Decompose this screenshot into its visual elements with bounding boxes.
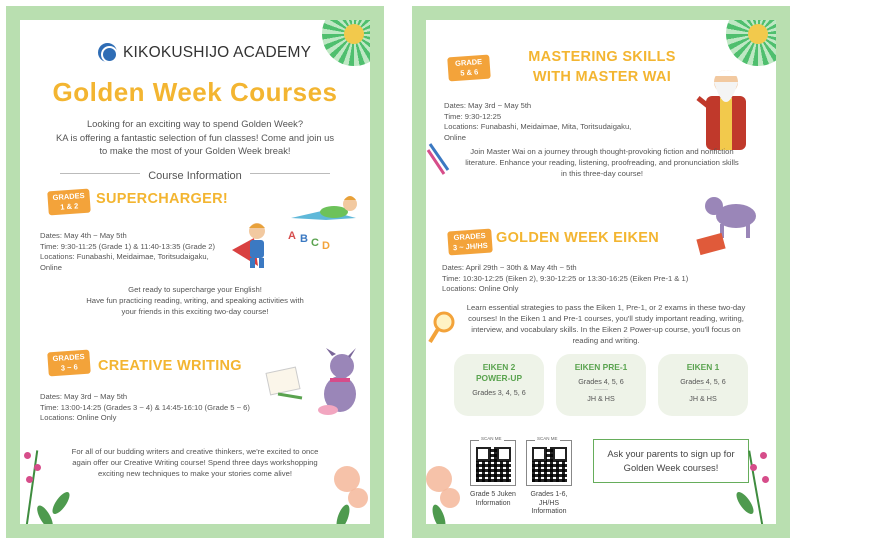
berry-decoration <box>26 476 33 483</box>
course-title-creative-writing: CREATIVE WRITING <box>98 358 242 374</box>
leaf-decoration <box>49 489 72 516</box>
flyer-page-right <box>412 6 790 538</box>
grade-badge: GRADES 3 ~ JH/HS <box>447 228 493 255</box>
course-description: Join Master Wai on a journey through thought-provoking fiction and nonfiction literature. Enhance your reading, listening, proofreading, and pronunciation skills in this three-day course! <box>465 147 739 178</box>
course-details: Dates: May 4th ~ May 5th Time: 9:30-11:25 (Grade 1) & 11:40-13:35 (Grade 2) Locations: Funabashi, Meidaimae, Toritsudaigaku, Online <box>40 231 216 272</box>
letter-a: A <box>288 230 296 242</box>
sign-up-callout: Ask your parents to sign up for Golden Week courses! <box>593 439 749 483</box>
divider: ------- <box>696 387 710 393</box>
qr-code-icon <box>476 447 511 482</box>
grade-badge: GRADES 1 & 2 <box>47 189 91 216</box>
dog-writer-illustration <box>312 348 366 416</box>
eiken-2-power-up-card: EIKEN 2 POWER-UP Grades 3, 4, 5, 6 <box>454 354 544 416</box>
flyer-page-left <box>6 6 384 538</box>
course-title-master-wai: MASTERING SKILLS WITH MASTER WAI <box>528 49 676 85</box>
globe-logo-icon <box>98 43 117 62</box>
course-title-supercharger: SUPERCHARGER! <box>96 191 228 207</box>
course-description: For all of our budding writers and creative thinkers, we're excited to once again offer our Creative Writing course! Spend three days workshopping exciting new techniques to make your stories come alive! <box>71 447 319 478</box>
letter-c: C <box>311 237 319 249</box>
grade-badge: GRADE 5 & 6 <box>447 55 491 82</box>
letter-b: B <box>300 233 308 245</box>
eiken-pre-1-card: EIKEN PRE-1 Grades 4, 5, 6 ------- JH & HS <box>556 354 646 416</box>
intro-text: Looking for an exciting way to spend Golden Week? KA is offering a fantastic selection of fun classes! Come and join us to make the most of your Golden Week break! <box>55 118 335 156</box>
berry-decoration <box>762 476 769 483</box>
berry-decoration <box>34 464 41 471</box>
paper-illustration <box>264 366 308 400</box>
leaf-decoration <box>733 489 756 516</box>
eiken-1-card: EIKEN 1 Grades 4, 5, 6 ------- JH & HS <box>658 354 748 416</box>
flyer-content-right <box>426 20 776 524</box>
letter-d: D <box>322 240 330 252</box>
qr-code-icon <box>532 447 567 482</box>
master-wai-illustration <box>688 62 760 152</box>
brand-header <box>98 43 311 62</box>
flower-decoration <box>726 20 776 66</box>
flower-decoration <box>440 488 460 508</box>
grade-badge: GRADES 3 ~ 6 <box>47 350 91 377</box>
superhero-kid-illustration <box>228 216 284 272</box>
course-details: Dates: April 29th ~ 30th & May 4th ~ 5th Time: 10:30-12:25 (Eiken 2), 9:30-12:25 or 13:30-16:25 (Eiken Pre-1 & 1) Locations: Online Only <box>442 263 689 294</box>
qr-code-grades[interactable]: SCAN ME <box>526 440 572 486</box>
dog-laptop-illustration <box>694 188 770 258</box>
plant-stem <box>24 450 39 524</box>
course-details: Dates: May 3rd ~ May 5th Time: 13:00-14:25 (Grades 3 ~ 4) & 14:45-16:10 (Grade 5 ~ 6) Locations: Online Only <box>40 392 250 423</box>
berry-decoration <box>24 452 31 459</box>
qr-caption: Grade 5 Juken Information <box>470 491 516 507</box>
flyer-content-left <box>20 20 370 524</box>
brand-name: KIKOKUSHIJO ACADEMY <box>123 43 312 61</box>
section-heading: Course Information <box>140 170 250 182</box>
qr-caption: Grades 1-6, JH/HS Information <box>530 491 568 516</box>
page-title: Golden Week Courses <box>52 77 338 107</box>
leaf-decoration <box>334 503 352 524</box>
course-description: Get ready to supercharge your English! Have fun practicing reading, writing, and speaking activities with your friends in this exciting two-day course! <box>86 285 304 316</box>
course-details: Dates: May 3rd ~ May 5th Time: 9:30-12:25 Locations: Funabashi, Meidaimae, Mita, Toritsudaigaku, Online <box>444 101 632 142</box>
divider: ------- <box>594 387 608 393</box>
flying-kid-illustration <box>286 188 368 240</box>
qr-code-juken[interactable]: SCAN ME <box>470 440 516 486</box>
flower-decoration <box>348 488 368 508</box>
berry-decoration <box>750 464 757 471</box>
berry-decoration <box>760 452 767 459</box>
course-description: Learn essential strategies to pass the Eiken 1, Pre-1, or 2 exams in these two-day courses! In the Eiken 1 and Pre-1 courses, you'll study important reading, writing, interview, and vocabulary skills. In the Eiken 2 Power-up course, you'll focus on reading and writing. <box>466 303 746 345</box>
course-title-eiken: GOLDEN WEEK EIKEN <box>496 230 659 246</box>
flower-decoration <box>322 20 370 66</box>
